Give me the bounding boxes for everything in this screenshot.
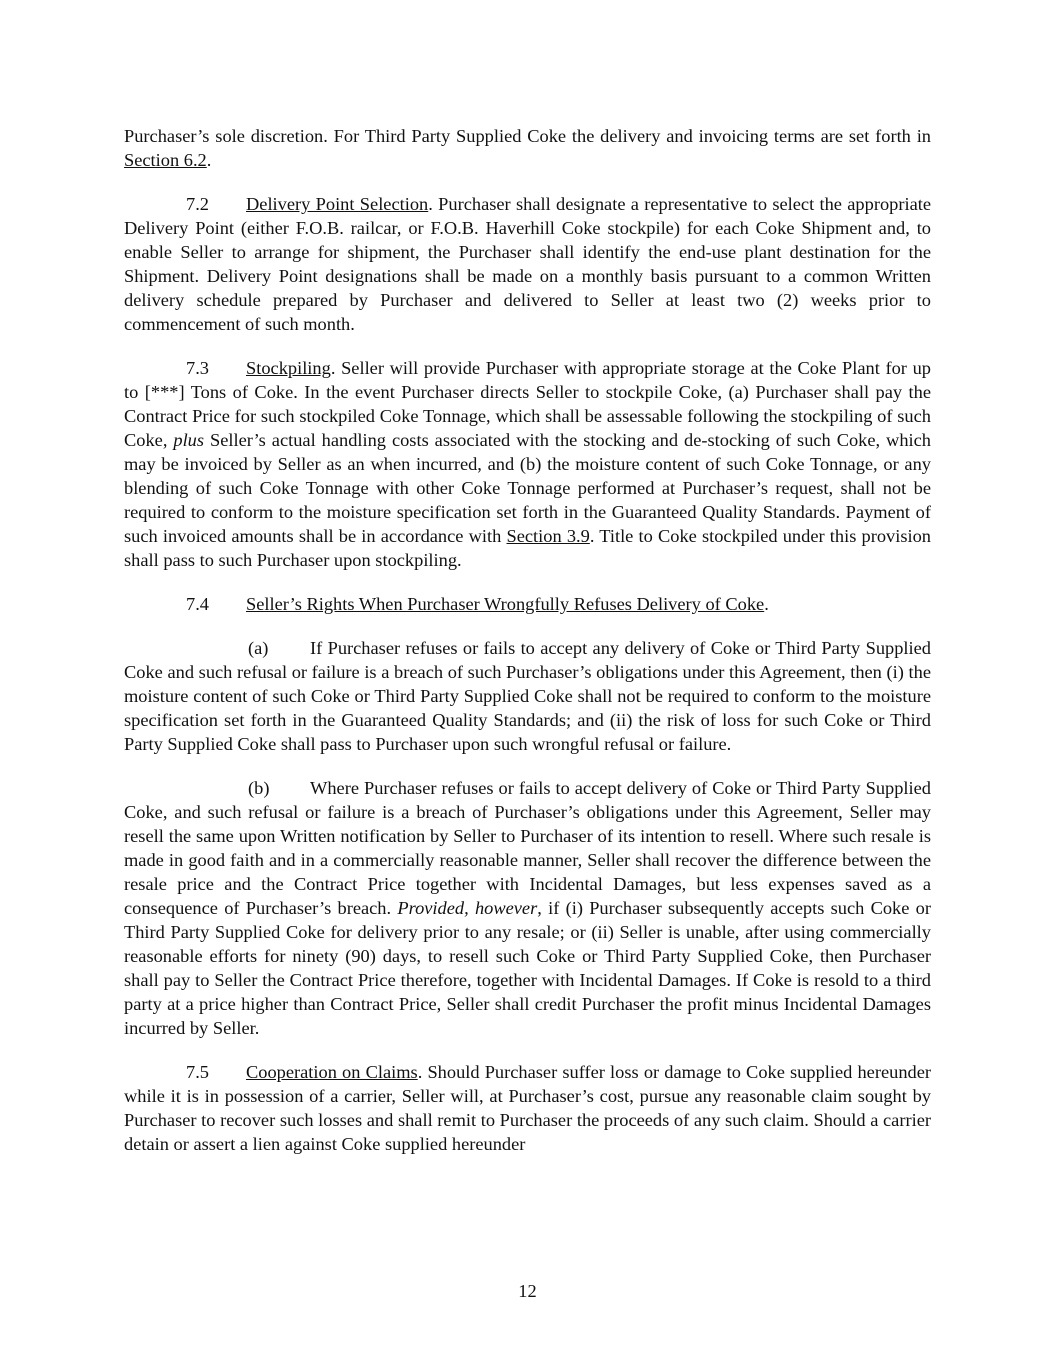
- subsection-label: (a): [248, 638, 269, 658]
- intro-paragraph: [124, 124, 931, 172]
- section-body: . Seller will provide Purchaser with appropriate storage at the Coke Plant for up to [***] Tons of Coke. In the event Purchaser directs Seller to stockpile Coke, (a) Purchaser shall pay the Contract Price for such stockpiled Coke Tonnage, which shall be assessable following the stockpiling of such Coke,: [124, 358, 931, 450]
- intro-end: .: [206, 150, 212, 170]
- plus-emphasis: plus: [173, 430, 205, 450]
- subsection-body-cont: , if (i) Purchaser subsequently accepts such Coke or Third Party Supplied Coke for delivery prior to any resale; or (ii) Seller is unable, after using commercially reasonable efforts for ninety (90) days, to resell such Coke or Third Party Supplied Coke, then Purchaser shall pay to Seller the Contract Price therefore, together with Incidental Damages. If Coke is resold to a third party at a price higher than Contract Price, Seller shall credit Purchaser the profit minus Incidental Damages incurred by Seller.: [124, 898, 931, 1038]
- intro-text: Purchaser’s sole discretion. For Third Party Supplied Coke the delivery and invoicing terms are set forth in: [124, 126, 931, 146]
- section-heading: Stockpiling: [246, 358, 331, 378]
- section-number: 7.5: [186, 1062, 209, 1082]
- section-3-9-reference: Section 3.9: [506, 526, 590, 546]
- subsection-body: If Purchaser refuses or fails to accept any delivery of Coke or Third Party Supplied Coke and such refusal or failure is a breach of such Purchaser’s obligations under this Agreement, then (i) the moisture content of such Coke or Third Party Supplied Coke shall not be required to conform to the moisture specification set forth in the Guaranteed Quality Standards; and (ii) the risk of loss for such Coke or Third Party Supplied Coke shall pass to Purchaser upon such wrongful refusal or failure.: [124, 638, 931, 754]
- subsection-label: (b): [248, 778, 270, 798]
- section-heading: Delivery Point Selection: [246, 194, 429, 214]
- section-6-2-reference: Section 6.2: [124, 150, 207, 170]
- section-body: . Should Purchaser suffer loss or damage to Coke supplied hereunder while it is in possession of a carrier, Seller will, at Purchaser’s cost, pursue any reasonable claim sought by Purchaser to recover such losses and shall remit to Purchaser the proceeds of any such claim. Should a carrier detain or assert a lien against Coke supplied hereunder: [124, 1062, 932, 1154]
- section-heading: Seller’s Rights When Purchaser Wrongfully Refuses Delivery of Coke: [246, 594, 765, 614]
- section-number: 7.2: [186, 194, 209, 214]
- section-7-2: [124, 192, 931, 336]
- heading-period: .: [764, 594, 769, 614]
- section-7-4: [124, 592, 931, 616]
- section-7-4-b: [124, 776, 931, 1040]
- section-body: . Purchaser shall designate a representative to select the appropriate Delivery Point (either F.O.B. railcar, or F.O.B. Haverhill Coke stockpile) for each Coke Shipment and, to enable Seller to arrange for shipment, the Purchaser shall identify the end-use plant destination for the Shipment. Delivery Point designations shall be made on a monthly basis pursuant to a common Written delivery schedule prepared by Purchaser and delivered to Seller at least two (2) weeks prior to commencement of such month.: [124, 194, 932, 334]
- section-7-5: [124, 1060, 931, 1156]
- document-page: [124, 124, 931, 1176]
- section-7-4-a: [124, 636, 931, 756]
- section-body-end: . Title to Coke stockpiled under this provision shall pass to such Purchaser upon stockpiling.: [124, 526, 931, 570]
- proviso-emphasis: Provided, however: [397, 898, 538, 918]
- page-number: 12: [518, 1281, 537, 1301]
- section-number: 7.4: [186, 594, 209, 614]
- section-body-cont: Seller’s actual handling costs associated with the stocking and de-stocking of such Coke, which may be invoiced by Seller as an when incurred, and (b) the moisture content of such Coke Tonnage, or any blending of such Coke Tonnage with other Coke Tonnage performed at Purchaser’s request, shall not be required to conform to the moisture specification set forth in the Guaranteed Quality Standards. Payment of such invoiced amounts shall be in accordance with: [124, 430, 932, 546]
- section-number: 7.3: [186, 358, 209, 378]
- subsection-body: Where Purchaser refuses or fails to accept delivery of Coke or Third Party Supplied Coke, and such refusal or failure is a breach of Purchaser’s obligations under this Agreement, Seller may resell the same upon Written notification by Seller to Purchaser of its intention to resell. Where such resale is made in good faith and in a commercially reasonable manner, Seller shall recover the difference between the resale price and the Contract Price together with Incidental Damages, but less expenses saved as a consequence of Purchaser’s breach.: [124, 778, 931, 918]
- section-heading: Cooperation on Claims: [246, 1062, 418, 1082]
- section-7-3: [124, 356, 931, 572]
